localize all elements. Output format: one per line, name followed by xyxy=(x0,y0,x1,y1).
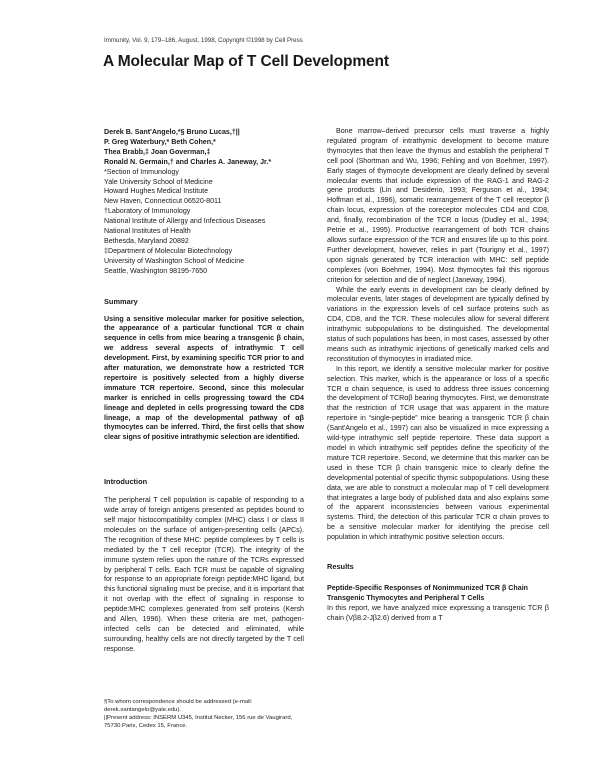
affiliation-line: *Section of Immunology xyxy=(104,167,179,176)
subsection-heading: Peptide-Specific Responses of Nonimmunized TCR β Chain Transgenic Thymocytes and Peripheral T Cells xyxy=(327,583,529,602)
affiliation-line: ‡Department of Molecular Biotechnology xyxy=(104,246,233,255)
body-paragraph: In this report, we identify a sensitive molecular marker for positive selection. This marker, which is the appearance or loss of a specific TCR α chain sequence, is used to address three issues concerning the development of TCRαβ bearing thymocytes. First, we demonstrate that the restriction of TCR usage that was apparent in the mature repertoire in “single-peptide” mice bearing a transgenic TCR β chain (Sant'Angelo et al., 1997) can also be visualized in mice expressing a wild-type intrathymic self peptide repertoire. These data support a model in which intrathymic self peptides define the specificity of the mature TCR repertoire. Second, we determine that this marker can be used in these TCR β chain transgenic mice to clearly define the developmental potential of specific thymic subpopulations. Using these data, we are able to construct a molecular map of T cell development that integrates a large body of published data and also explains some of the apparent inconsistencies between various experimental systems. Third, the detection of this particular TCR α chain proves to be a sensitive molecular marker for identifying the precise cell population in which intrathymic positive selection occurs. xyxy=(327,364,550,542)
affiliation-line: National Institutes of Health xyxy=(104,227,191,236)
affiliation-line: Howard Hughes Medical Institute xyxy=(104,187,209,196)
affiliation-line: Bethesda, Maryland 20892 xyxy=(104,236,189,245)
present-address-footnote: ||Present address: INSERM U345, Institut Necker, 156 rue de Vaugirard, 75730 Paris, Cedex 15, France. xyxy=(104,715,293,729)
author-line: Ronald N. Germain,† and Charles A. Janeway, Jr.* xyxy=(104,157,272,166)
author-line: Thea Brabb,‡ Joan Goverman,‡ xyxy=(104,147,211,156)
correspondence-footnote: §To whom correspondence should be addressed (e-mail: derek.santangelo@yale.edu). xyxy=(104,699,253,713)
journal-citation: Immunity, Vol. 9, 179–186, August, 1998, Copyright ©1998 by Cell Press xyxy=(104,37,303,44)
affiliation-line: †Laboratory of Immunology xyxy=(104,207,191,216)
affiliation-line: Yale University School of Medicine xyxy=(104,177,213,186)
author-line: Derek B. Sant'Angelo,*§ Bruno Lucas,†|| xyxy=(104,128,240,136)
affiliations xyxy=(104,168,304,277)
affiliation-line: National Institute of Allergy and Infectious Diseases xyxy=(104,217,266,226)
affiliation-line: University of Washington School of Medicine xyxy=(104,256,245,265)
affiliation-line: Seattle, Washington 98195-7650 xyxy=(104,266,208,275)
results-heading: Results xyxy=(327,562,354,572)
introduction-heading: Introduction xyxy=(104,477,148,487)
affiliation-line: New Haven, Connecticut 06520-8011 xyxy=(104,197,222,206)
body-paragraph: In this report, we have analyzed mice expressing a transgenic TCR β chain (Vβ8.2-Jβ2.6) derived from a T xyxy=(327,603,549,622)
footnotes xyxy=(104,698,304,730)
article-title: A Molecular Map of T Cell Development xyxy=(103,53,389,70)
author-line: P. Greg Waterbury,* Beth Cohen,* xyxy=(104,137,216,146)
summary-heading: Summary xyxy=(104,296,138,306)
right-column xyxy=(327,127,549,624)
introduction-text: The peripheral T cell population is capable of responding to a wide array of foreign antigens presented as peptides bound to self major histocompatibility complex (MHC) class I or class II molecules on the surface of antigen-presenting cells (APCs). The recognition of these MHC: peptide complexes by T cells is mediated by the T cell receptor (TCR). The integrity of the immune system relies upon the nature of the TCRs expressed by peripheral T cells. Each TCR must be capable of signaling for response to an appropriate foreign peptide:MHC ligand, but this functional signaling must be precise, and it is important that it not overlap with the effect of signaling in response to peptide:MHC complexes generated from self proteins (Kersh and Allen, 1996). When these criteria are met, pathogen-infected cells can be detected and eliminated, while surrounding, healthy cells are not directly targeted by the T cell response. xyxy=(104,496,304,653)
left-column xyxy=(104,128,304,655)
body-paragraph: Bone marrow–derived precursor cells must traverse a highly regulated program of intrathymic development to become mature thymocytes that then leave the thymus and establish the peripheral T cell pool (Shortman and Wu, 1996; Fehling and von Boehmer, 1997). Early stages of thymocyte development are clearly defined by several molecular events that include expression of the RAG-1 and RAG-2 gene products (Lin and Desiderio, 1993; Ferguson et al., 1994; Hoffman et al., 1996), somatic rearrangement of the T cell receptor β chain locus, expression of the coreceptor molecules CD4 and CD8, and, finally, recombination of the TCR α locus (Dudley et al., 1994; Petrie et al., 1995). Productive rearrangement of both TCR chains allows surface expression of the TCR and ensures life up to this point. Further development, however, relies in part (Tourigny et al., 1997) upon signals generated by TCR interaction with MHC: self peptide complexes (von Boehmer, 1994). Most thymocytes fail this rigorous criterion for selection and die of neglect (Janeway, 1994). xyxy=(327,127,549,284)
body-paragraph: While the early events in development can be clearly defined by molecular events, later stages of development are typically defined by variations in the expression levels of cell surface proteins such as CD4, CD8, and the TCR. These molecules allow for several different intrathymic subpopulations to be distinguished. The developmental status of such populations has been, in most cases, assessed by other means such as intrathymic injections of genetically marked cells and reconstitution of thymocytes in irradiated mice. xyxy=(327,285,550,363)
summary-text: Using a sensitive molecular marker for positive selection, the appearance of a particular functional TCR α chain sequence in cells from mice bearing a transgenic β chain, we address several aspects of intrathymic T cell development. First, by examining specific TCR prior to and after maturation, we demonstrate how a restricted TCR repertoire is positively selected from a highly diverse immature TCR repertoire. Second, since this molecular marker is enriched in cells progressing toward the CD4 lineage and depleted in cells progressing toward the CD8 lineage, a map of the developmental pathway of αβ thymocytes can be inferred. Third, the first cells that show clear signs of positive intrathymic selection are identified. xyxy=(104,314,304,442)
